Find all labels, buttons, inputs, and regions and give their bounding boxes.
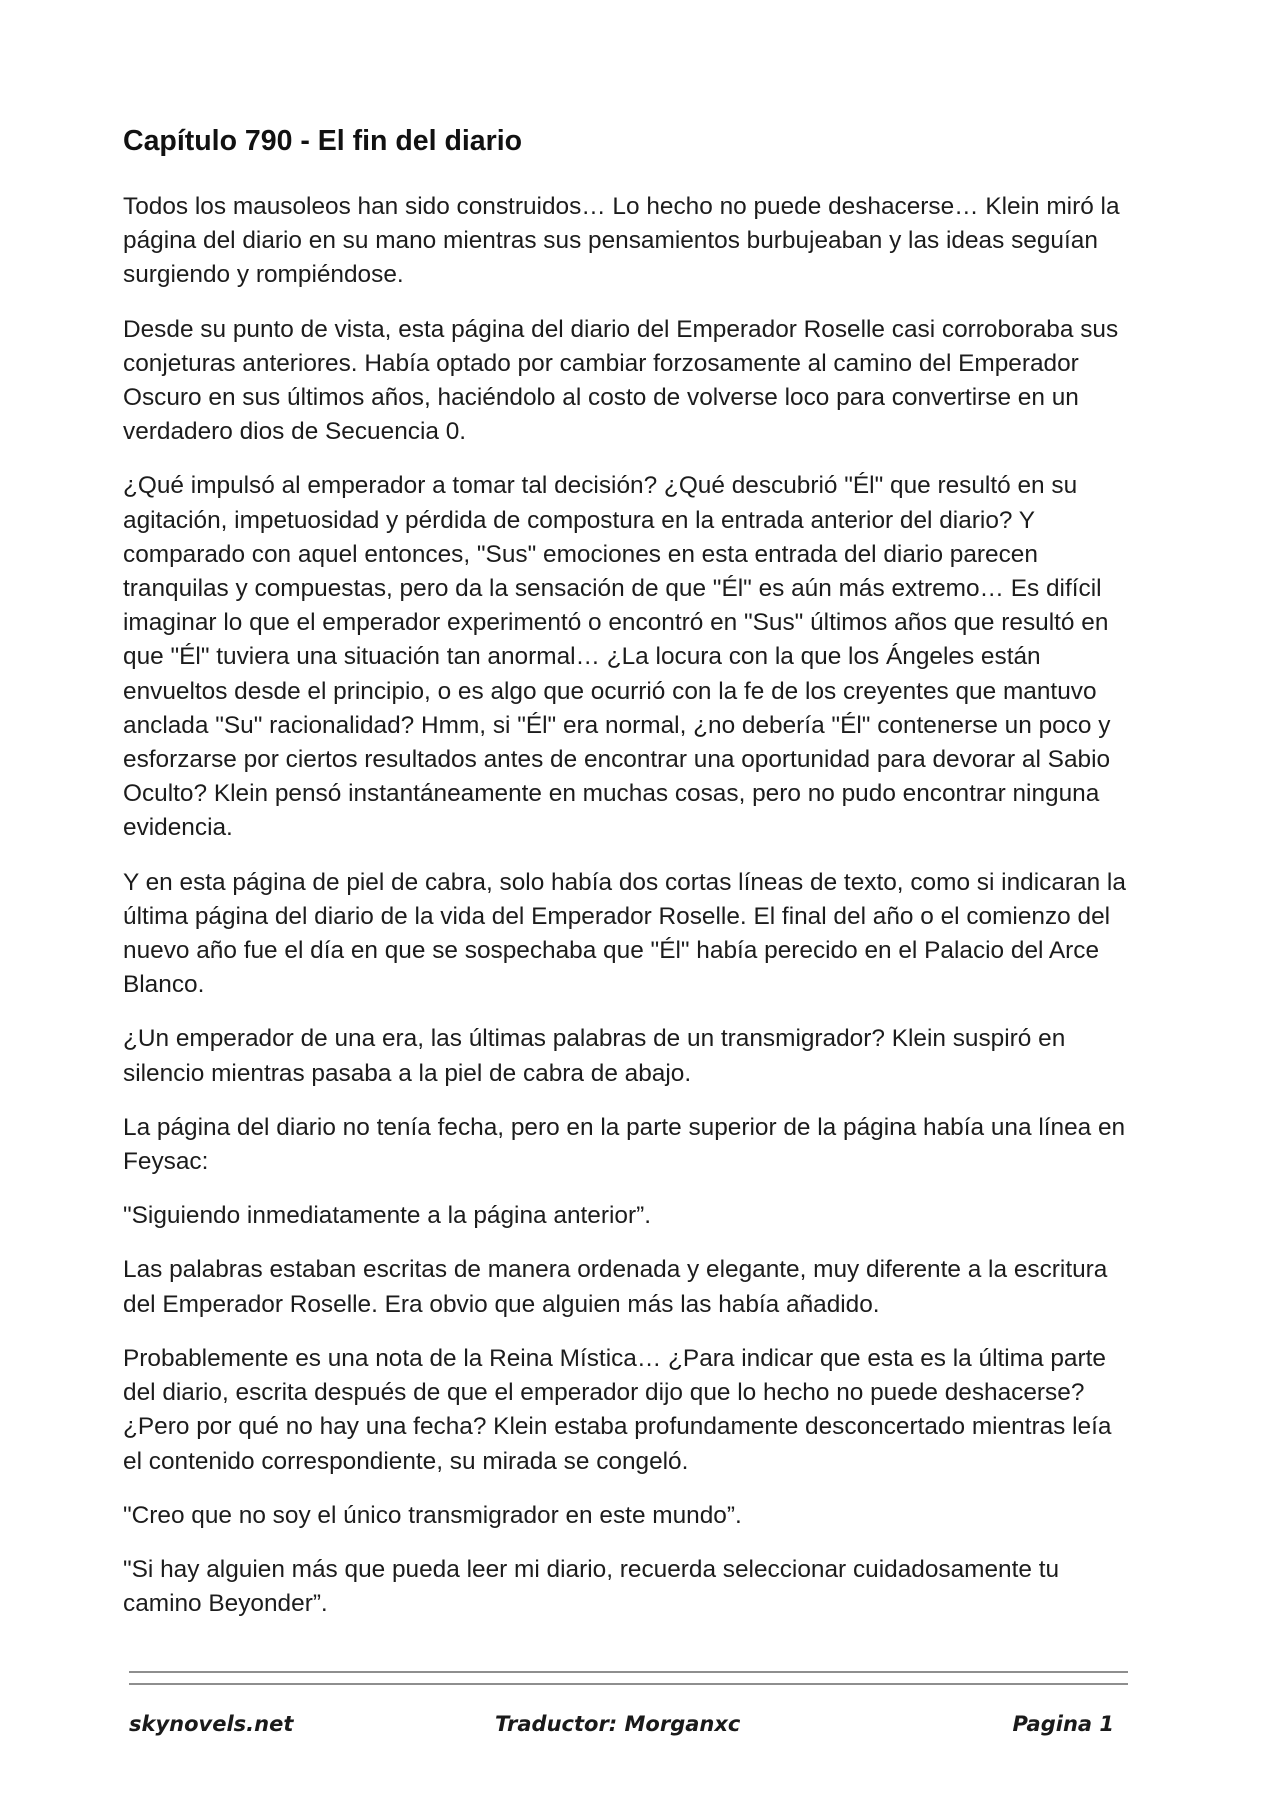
paragraph: "Creo que no soy el único transmigrador en este mundo”. [123, 1501, 742, 1529]
page-footer [129, 1712, 1128, 1748]
paragraph: La página del diario no tenía fecha, pero en la parte superior de la página había una línea en Feysac: [123, 1113, 1126, 1176]
paragraph: ¿Qué impulsó al emperador a tomar tal decisión? ¿Qué descubrió "Él" que resultó en su agitación, impetuosidad y pérdida de compostura en la entrada anterior del diario? Y comparado con aquel entonces, "Sus" emociones en esta entrada del diario parecen tranquilas y compuestas, pero da la sensación de que "Él" es aún más extremo… Es difícil imaginar lo que el emperador experimentó o encontró en "Sus" últimos años que resultó en que "Él" tuviera una situación tan anormal… ¿La locura con la que los Ángeles están envueltos desde el principio, o es algo que ocurrió con la fe de los creyentes que mantuvo anclada "Su" racionalidad? Hmm, si "Él" era normal, ¿no debería "Él" contenerse un poco y esforzarse por ciertos resultados antes de encontrar una oportunidad para devorar al Sabio Oculto? Klein pensó instantáneamente en muchas cosas, pero no pudo encontrar ninguna evidencia. [123, 472, 1111, 842]
footer-site: skynovels.net [129, 1712, 294, 1736]
paragraph: Las palabras estaban escritas de manera ordenada y elegante, muy diferente a la escritura del Emperador Roselle. Era obvio que alguien más las había añadido. [123, 1256, 1108, 1318]
paragraph: Y en esta página de piel de cabra, solo había dos cortas líneas de texto, como si indicaran la última página del diario de la vida del Emperador Roselle. El final del año o el comienzo del nuevo año fue el día en que se sospechaba que "Él" había perecido en el Palacio del Arce Blanco. [123, 868, 1126, 999]
footer-page-number: Pagina 1 [1012, 1712, 1114, 1736]
footer-divider [129, 1671, 1128, 1685]
paragraph: Probablemente es una nota de la Reina Mística… ¿Para indicar que esta es la última parte del diario, escrita después de que el emperador dijo que lo hecho no puede deshacerse? ¿Pero por qué no hay una fecha? Klein estaba profundamente desconcertado mientras leía el contenido correspondiente, su mirada se congeló. [123, 1344, 1112, 1475]
footer-rule-top [129, 1671, 1128, 1673]
paragraph: ¿Un emperador de una era, las últimas palabras de un transmigrador? Klein suspiró en silencio mientras pasaba a la piel de cabra de abajo. [123, 1025, 1066, 1087]
footer-translator: Traductor: Morganxc [495, 1712, 741, 1736]
chapter-title: Capítulo 790 - El fin del diario [123, 125, 523, 157]
paragraph: Todos los mausoleos han sido construidos… Lo hecho no puede deshacerse… Klein miró la página del diario en su mano mientras sus pensamientos burbujeaban y las ideas seguían surgiendo y rompiéndose. [123, 193, 1120, 289]
paragraph: Desde su punto de vista, esta página del diario del Emperador Roselle casi corroboraba sus conjeturas anteriores. Había optado por cambiar forzosamente al camino del Emperador Oscuro en sus últimos años, haciéndolo al costo de volverse loco para convertirse en un verdadero dios de Secuencia 0. [123, 315, 1119, 446]
footer-rule-bottom [129, 1683, 1128, 1685]
paragraph: "Si hay alguien más que pueda leer mi diario, recuerda seleccionar cuidadosamente tu camino Beyonder”. [123, 1555, 1060, 1618]
document-page [123, 118, 1133, 1641]
paragraph: "Siguiendo inmediatamente a la página anterior”. [123, 1202, 651, 1230]
